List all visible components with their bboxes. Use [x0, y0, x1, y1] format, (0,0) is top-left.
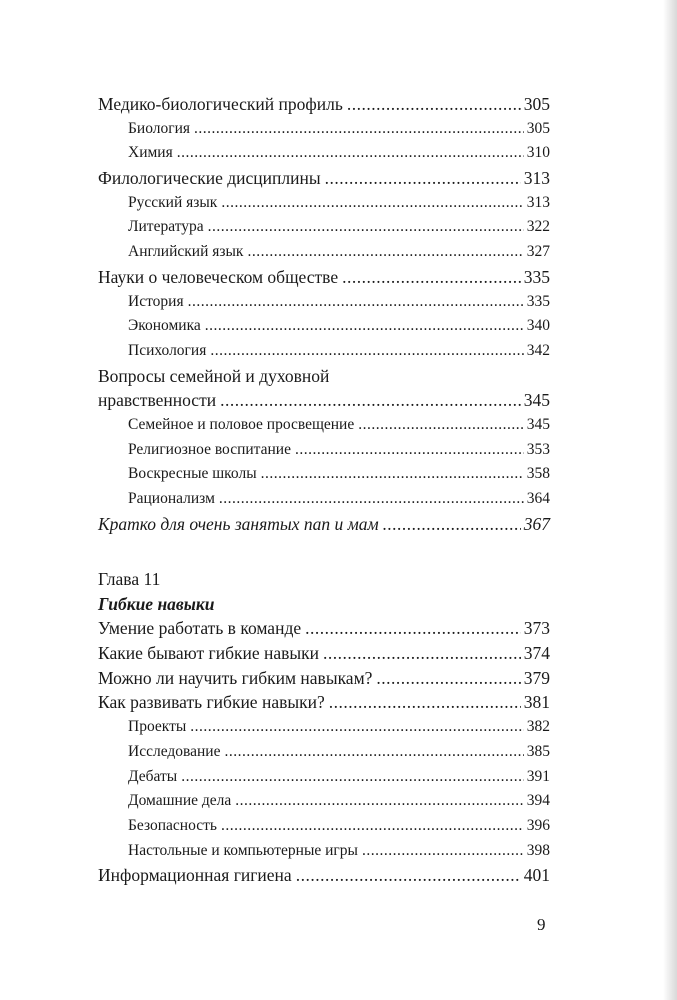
toc-entry-page: 305 [526, 119, 550, 137]
toc-entry-page: 340 [526, 317, 550, 335]
toc-leader-dots [383, 512, 521, 537]
toc-entry-page: 391 [526, 767, 550, 785]
toc-entry-title: Рационализм [128, 490, 215, 507]
toc-entry [98, 413, 550, 438]
chapter-number: Глава 11 [98, 569, 161, 590]
toc-entry-page: 364 [526, 490, 550, 507]
toc-entry [98, 863, 550, 888]
toc-leader-dots [247, 240, 523, 265]
toc-entry [98, 666, 550, 691]
toc-leader-dots [235, 789, 523, 814]
toc-entry [98, 388, 550, 413]
toc-entry-page: 385 [526, 742, 550, 760]
toc-entry [98, 191, 550, 216]
toc-leader-dots [362, 839, 524, 864]
toc-entry-title: Семейное и половое просвещение [128, 415, 355, 433]
page-number: 9 [537, 915, 546, 934]
toc-leader-dots [329, 690, 521, 715]
toc-entry-page: 394 [526, 792, 550, 810]
toc-leader-dots [347, 92, 521, 117]
toc-leader-dots [295, 438, 524, 463]
toc-entry-page: 345 [523, 390, 550, 411]
toc-entry-title: Какие бывают гибкие навыки [98, 643, 320, 664]
toc-entry-title: Кратко для очень занятых пап и мам [98, 513, 379, 534]
toc-leader-dots [190, 715, 523, 740]
toc-entry [98, 240, 550, 265]
toc-entry-title: Воскресные школы [128, 465, 257, 483]
toc-entry-title: Настольные и компьютерные игры [128, 841, 358, 859]
toc-entry-page: 358 [526, 465, 550, 483]
toc-entry-page: 313 [523, 168, 550, 189]
toc-entry-page: 322 [526, 218, 550, 236]
toc-section-chapter [98, 616, 550, 888]
toc-leader-dots [219, 487, 524, 512]
toc-leader-dots [376, 666, 520, 691]
toc-entry-heading [98, 364, 550, 389]
toc-entry-page: 374 [523, 643, 550, 664]
toc-leader-dots [342, 265, 521, 290]
toc-entry-title: Литература [128, 218, 204, 236]
toc-entry-title: История [128, 292, 184, 310]
toc-entry-page: 353 [526, 440, 550, 458]
toc-leader-dots [188, 290, 524, 315]
toc-leader-dots [208, 215, 524, 240]
toc-entry-title: Биология [128, 119, 191, 137]
toc-entry [98, 166, 550, 191]
toc-entry-title: Экономика [128, 317, 201, 335]
toc-leader-dots [296, 863, 521, 888]
toc-entry-title: Английский язык [128, 243, 244, 261]
toc-entry-title: Информационная гигиена [98, 865, 292, 886]
toc-entry-page: 401 [523, 865, 550, 886]
toc-entry [98, 339, 550, 364]
toc-leader-dots [323, 641, 521, 666]
toc-entry-summary [98, 512, 550, 537]
toc-entry-page: 367 [523, 513, 550, 534]
page-edge-shadow [663, 0, 677, 1000]
toc-entry [98, 715, 550, 740]
toc-entry-page: 396 [526, 816, 550, 834]
toc-entry [98, 438, 550, 463]
toc-leader-dots [205, 314, 524, 339]
toc-entry-title: Науки о человеческом обществе [98, 266, 339, 287]
toc-leader-dots [305, 616, 521, 641]
toc-entry-title: Проекты [128, 718, 187, 736]
section-spacer [98, 536, 550, 566]
toc-entry [98, 641, 550, 666]
toc-entry [98, 616, 550, 641]
toc-entry-page: 310 [526, 144, 550, 162]
toc-leader-dots [194, 117, 524, 142]
toc-entry [98, 117, 550, 142]
toc-entry-title: Вопросы семейной и духовной [98, 365, 330, 386]
toc-entry-title: нравственности [98, 390, 217, 411]
toc-entry [98, 290, 550, 315]
toc-entry-page: 345 [526, 415, 550, 433]
toc-leader-dots [221, 814, 524, 839]
toc-entry-title: Дебаты [128, 767, 178, 785]
toc-entry-title: Религиозное воспитание [128, 440, 291, 458]
toc-entry [98, 814, 550, 839]
toc-leader-dots [210, 339, 523, 364]
toc-leader-dots [224, 740, 523, 765]
toc-entry-title: Как развивать гибкие навыки? [98, 692, 325, 713]
toc-entry-page: 335 [523, 266, 550, 287]
toc-entry [98, 314, 550, 339]
toc-entry-title: Умение работать в команде [98, 618, 302, 639]
table-of-contents [98, 92, 550, 888]
toc-entry-page: 381 [523, 692, 550, 713]
toc-entry [98, 839, 550, 864]
toc-entry [98, 462, 550, 487]
toc-entry [98, 690, 550, 715]
toc-entry-page: 373 [523, 618, 550, 639]
toc-entry-title: Химия [128, 144, 173, 162]
toc-entry [98, 487, 550, 512]
toc-entry-page: 398 [526, 841, 550, 859]
toc-entry [98, 141, 550, 166]
toc-entry [98, 740, 550, 765]
toc-entry-title: Медико-биологический профиль [98, 94, 343, 114]
toc-entry [98, 265, 550, 290]
toc-entry [98, 789, 550, 814]
toc-entry [98, 765, 550, 790]
toc-entry-page: 379 [523, 667, 550, 688]
toc-entry-title: Безопасность [128, 816, 217, 834]
toc-entry-page: 382 [526, 718, 550, 736]
toc-section-top [98, 92, 550, 364]
toc-entry-title: Можно ли научить гибким навыкам? [98, 667, 373, 688]
toc-entry-page: 342 [526, 341, 550, 359]
toc-entry [98, 215, 550, 240]
toc-leader-dots [221, 191, 523, 216]
toc-leader-dots [261, 462, 524, 487]
toc-leader-dots [177, 141, 524, 166]
toc-leader-dots [220, 388, 521, 413]
toc-entry-title: Домашние дела [128, 792, 232, 810]
toc-leader-dots [358, 413, 524, 438]
toc-section-family [98, 413, 550, 512]
chapter-title: Гибкие навыки [98, 594, 215, 615]
toc-entry-title: Исследование [128, 742, 221, 760]
toc-entry-page: 335 [526, 292, 550, 310]
toc-entry-title: Русский язык [128, 193, 218, 211]
toc-entry-title: Филологические дисциплины [98, 168, 321, 189]
toc-entry-page: 327 [526, 243, 550, 261]
toc-entry-page: 305 [523, 94, 550, 114]
toc-leader-dots [325, 166, 521, 191]
toc-entry-title: Психология [128, 341, 207, 359]
toc-entry [98, 92, 550, 117]
toc-leader-dots [181, 765, 524, 790]
toc-entry-page: 313 [526, 193, 550, 211]
